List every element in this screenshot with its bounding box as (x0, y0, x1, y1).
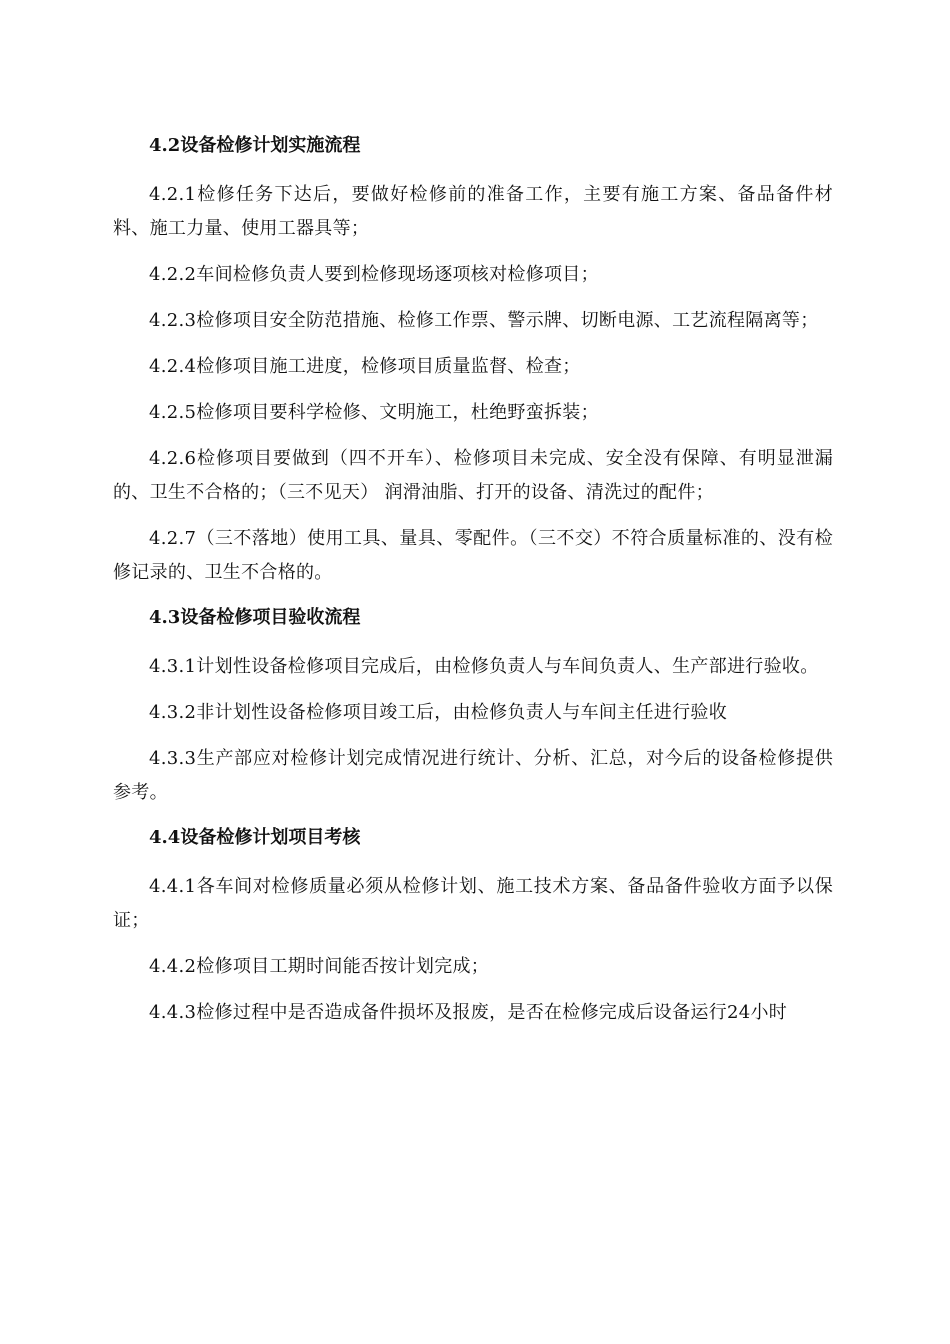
paragraph: 4.2.2车间检修负责人要到检修现场逐项核对检修项目； (149, 264, 599, 285)
paragraph: 4.3.1计划性设备检修项目完成后，由检修负责人与车间负责人、生产部进行验收。 (149, 656, 819, 677)
paragraph: 4.2.7（三不落地）使用工具、量具、零配件。（三不交）不符合质量标准的、没有检修记录的、卫生不合格的。 (113, 528, 833, 583)
section-4-4 (113, 822, 833, 1030)
document-body (113, 130, 833, 1042)
paragraph: 4.3.3生产部应对检修计划完成情况进行统计、分析、汇总，对今后的设备检修提供参考。 (113, 748, 833, 803)
paragraph: 4.4.1各车间对检修质量必须从检修计划、施工技术方案、备品备件验收方面予以保证； (113, 876, 833, 931)
section-heading: 4.4设备检修计划项目考核 (149, 827, 361, 848)
section-4-2 (113, 130, 833, 590)
paragraph: 4.2.4检修项目施工进度，检修项目质量监督、检查； (149, 356, 581, 377)
section-heading: 4.3设备检修项目验收流程 (149, 607, 361, 628)
paragraph: 4.4.3检修过程中是否造成备件损坏及报废，是否在检修完成后设备运行24小时 (149, 1002, 788, 1023)
section-4-3 (113, 602, 833, 810)
section-heading: 4.2设备检修计划实施流程 (149, 135, 361, 156)
paragraph: 4.2.1检修任务下达后，要做好检修前的准备工作，主要有施工方案、备品备件材料、施工力量、使用工器具等； (113, 184, 833, 239)
paragraph: 4.4.2检修项目工期时间能否按计划完成； (149, 956, 490, 977)
paragraph: 4.2.5检修项目要科学检修、文明施工，杜绝野蛮拆装； (149, 402, 599, 423)
paragraph: 4.2.3检修项目安全防范措施、检修工作票、警示牌、切断电源、工艺流程隔离等； (149, 310, 819, 331)
paragraph: 4.2.6检修项目要做到（四不开车）、检修项目未完成、安全没有保障、有明显泄漏的、卫生不合格的；（三不见天） 润滑油脂、打开的设备、清洗过的配件； (113, 448, 833, 503)
paragraph: 4.3.2非计划性设备检修项目竣工后，由检修负责人与车间主任进行验收 (149, 702, 727, 723)
